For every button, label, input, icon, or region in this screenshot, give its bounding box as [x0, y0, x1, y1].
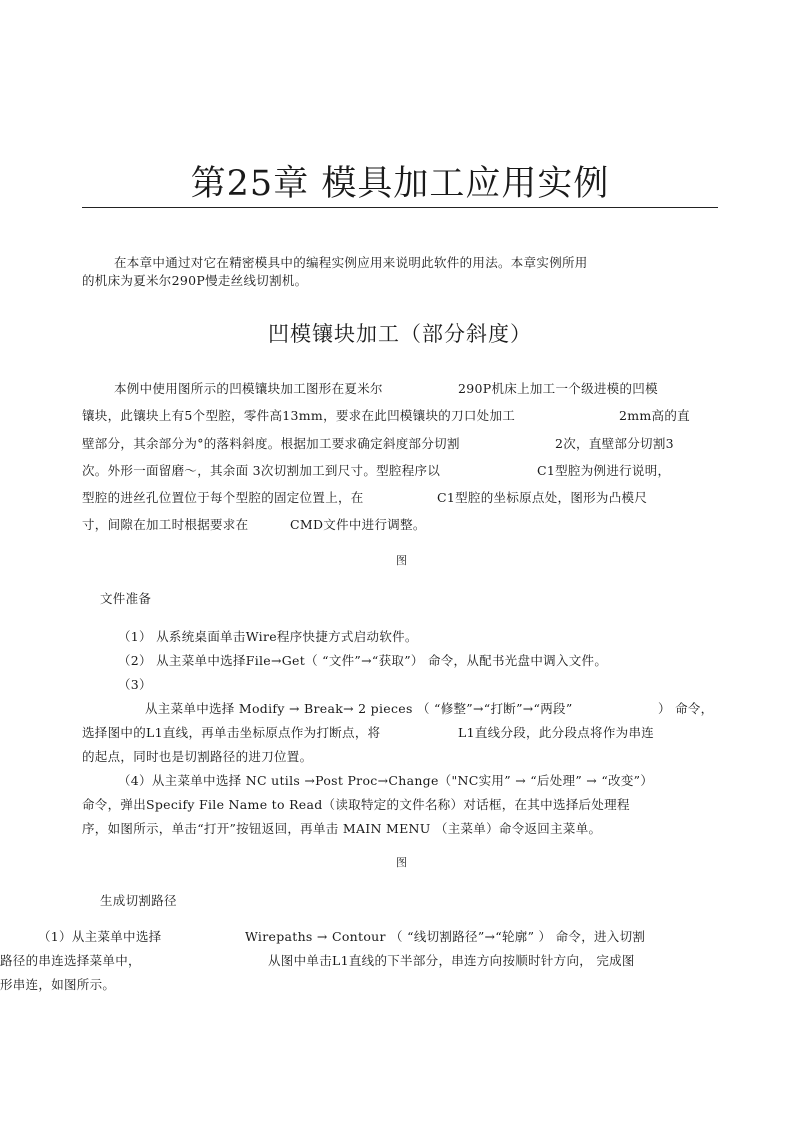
toolpath-step-1e: 形串连，如图所示。 [0, 977, 116, 992]
example-line-2b: 2mm高的直 [619, 408, 690, 423]
file-prep-step-4c: 序，如图所示，单击“打开”按钮返回，再单击 MAIN MENU （主菜单）命令返回主菜单。 [82, 821, 602, 836]
toolpath-heading: 生成切割路径 [100, 893, 177, 908]
example-line-6b: CMD文件中进行调整。 [290, 517, 426, 532]
toolpath-step-1a: （1）从主菜单中选择 [38, 929, 162, 944]
file-prep-step-4b: 命令，弹出Specify File Name to Read（读取特定的文件名称）对话框，在其中选择后处理程 [82, 797, 630, 812]
file-prep-step-3d: L1直线分段，此分段点将作为串连 [458, 725, 655, 740]
file-prep-heading: 文件准备 [100, 591, 152, 606]
example-line-2a: 镶块，此镶块上有5个型腔，零件高13mm，要求在此凹模镶块的刀口处加工 [82, 408, 516, 423]
example-line-1a: 本例中使用图所示的凹模镶块加工图形在夏米尔 [114, 381, 383, 396]
file-prep-step-1: （1） 从系统桌面单击Wire程序快捷方式启动软件。 [118, 629, 418, 644]
file-prep-step-4a: （4）从主菜单中选择 NC utils →Post Proc→Change（"NC实用” → “后处理” → “改变”） [118, 773, 654, 788]
example-line-6a: 寸，间隙在加工时根据要求在 [82, 517, 249, 532]
example-line-3a: 壁部分，其余部分为°的落料斜度。根据加工要求确定斜度部分切割 [82, 436, 460, 451]
example-line-3b: 2次，直壁部分切割3 [555, 436, 674, 451]
example-line-4a: 次。外形一面留磨～，其余面 3次切割加工到尺寸。型腔程序以 [82, 463, 441, 478]
example-line-4b: C1型腔为例进行说明， [537, 463, 671, 478]
section-title: 凹模镶块加工（部分斜度） [268, 322, 532, 346]
file-prep-step-3c: 选择图中的L1直线，再单击坐标原点作为打断点，将 [82, 725, 381, 740]
file-prep-step-3e: 的起点，同时也是切割路径的进刀位置。 [82, 749, 313, 764]
intro-line-2: 的机床为夏米尔290P慢走丝线切割机。 [82, 273, 308, 288]
file-prep-step-3-number: （3） [118, 677, 152, 692]
figure-caption-1: 图 [396, 554, 408, 567]
chapter-title: 第25章 模具加工应用实例 [190, 164, 610, 204]
file-prep-step-2: （2） 从主菜单中选择File→Get（ “文件”→“获取”） 命令，从配书光盘中调入文件。 [118, 653, 608, 668]
example-line-5b: C1型腔的坐标原点处，图形为凸模尺 [437, 490, 648, 505]
toolpath-step-1d: 从图中单击L1直线的下半部分，串连方向按顺时针方向， 完成图 [268, 953, 635, 968]
toolpath-step-1b: Wirepaths → Contour （ “线切割路径”→“轮廓” ） 命令，进入切割 [245, 929, 646, 944]
file-prep-step-3b: ） 命令， [658, 701, 714, 716]
toolpath-step-1c: 路径的串连选择菜单中， [0, 953, 141, 968]
file-prep-step-3a: 从主菜单中选择 Modify → Break→ 2 pieces （ “修整”→“打断”→“两段” [145, 701, 573, 716]
figure-caption-2: 图 [396, 856, 408, 869]
title-divider [82, 207, 718, 208]
intro-line-1: 在本章中通过对它在精密模具中的编程实例应用来说明此软件的用法。本章实例所用 [114, 255, 588, 270]
example-line-1b: 290P机床上加工一个级进模的凹模 [458, 381, 658, 396]
example-line-5a: 型腔的进丝孔位置位于每个型腔的固定位置上，在 [82, 490, 364, 505]
